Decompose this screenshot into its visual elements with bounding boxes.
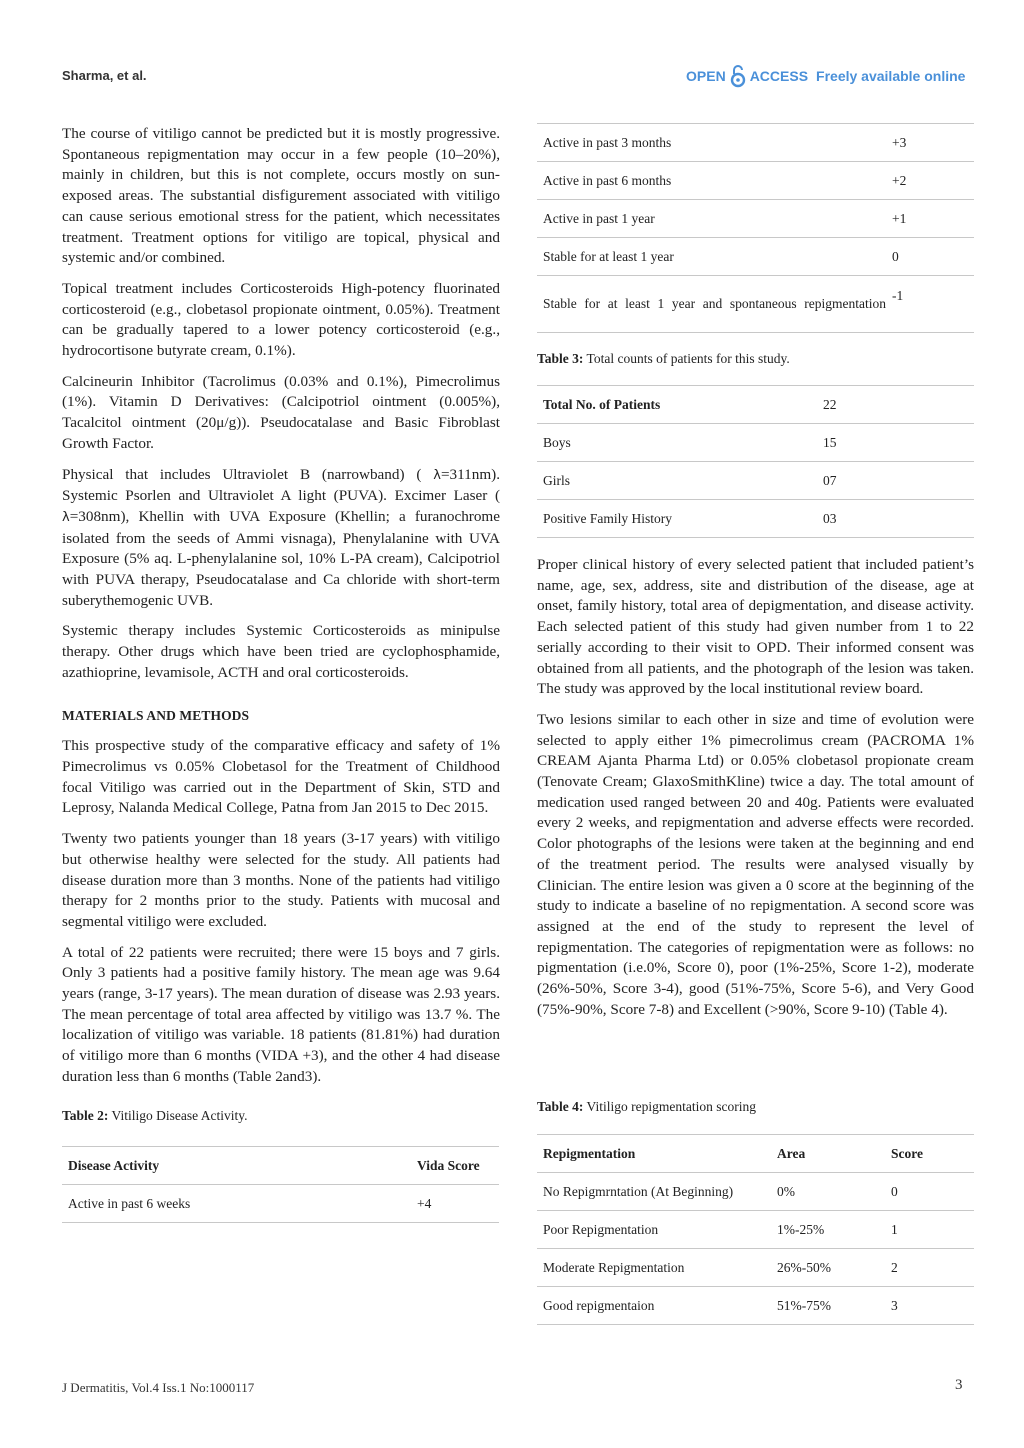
table4-title: Vitiligo repigmentation scoring — [586, 1099, 756, 1114]
table-cell: +1 — [886, 200, 974, 238]
table-cell: Girls — [537, 462, 817, 500]
right-column-text — [537, 555, 974, 1030]
paragraph-systemic: Systemic therapy includes Systemic Corticosteroids as minipulse therapy. Other drugs which have been tried are cyclophosphamide, azathioprine, levamisole, ACTH and oral corticosteroids. — [62, 622, 500, 681]
table-cell: Stable for at least 1 year and spontaneous repigmentation — [537, 276, 886, 333]
table-row — [62, 1185, 499, 1223]
table-cell: Active in past 6 weeks — [62, 1185, 411, 1223]
table-cell: Boys — [537, 424, 817, 462]
table-row — [537, 238, 974, 276]
paragraph-patients: Twenty two patients younger than 18 years (3-17 years) with vitiligo but otherwise healthy were selected for the study. All patients had disease duration more than 3 months. None of the patients had vitiligo therapy for 2 months prior to the study. Patients with mucosal and segmental vitiligo were excluded. — [62, 830, 500, 930]
table-cell: No Repigmrntation (At Beginning) — [537, 1173, 771, 1211]
table-cell: 51%-75% — [771, 1287, 885, 1325]
paragraph-clinical-history: Proper clinical history of every selected patient that included patient’s name, age, sex, address, site and distribution of the disease, age at onset, family history, total area of depigmentation, and disease activity. Each selected patient of this study had given number from 1 to 22 serially according to their visit to OPD. Their informed consent was obtained from all patients, and the photograph of the lesion was taken. The study was approved by the local institutional review board. — [537, 556, 974, 698]
table-row — [537, 162, 974, 200]
table-cell: Active in past 6 months — [537, 162, 886, 200]
table-row — [537, 124, 974, 162]
table3-caption — [537, 351, 790, 367]
paragraph-lesions: Two lesions similar to each other in size and time of evolution were selected to apply either 1% pimecrolimus cream (PACROMA 1% CREAM Ajanta Pharma Ltd) or 0.05% clobetasol propionate cream (Tenovate Cream; GlaxoSmithKline) twice a day. The total amount of medication used ranged between 20 and 40g. Patients were evaluated every 2 weeks, and repigmentation and adverse effects were recorded. Color photographs of the lesions were taken at the beginning and end of the treatment period. The results were analysed visually by Clinician. The entire lesion was given a 0 score at the beginning of the study to indicate a baseline of no repigmentation. A second score was assigned at the end of the study to represent the level of repigmentation. The categories of repigmentation were as follows: no pigmentation (i.e.0%, Score 0), poor (1%-25%, Score 1-2), moderate (26%-50%, Score 3-4), good (51%-75%, Score 5-6), and Very Good (75%-90%, Score 7-8) and Excellent (>90%, Score 9-10) (Table 4). — [537, 710, 974, 1018]
running-author: Sharma, et al. — [62, 68, 147, 83]
table-cell: Active in past 3 months — [537, 124, 886, 162]
table-header-cell: Score — [885, 1135, 974, 1173]
table-cell: 0% — [771, 1173, 885, 1211]
table-cell: +3 — [886, 124, 974, 162]
table-cell: 0 — [885, 1173, 974, 1211]
paragraph-study-design: This prospective study of the comparative efficacy and safety of 1% Pimecrolimus vs 0.05% Clobetasol for the Treatment of Childhood focal Vitiligo was carried out in the Department of Skin, STD and Leprosy, Nalanda Medical College, Patna from Jan 2015 to Dec 2015. — [62, 737, 500, 817]
table-row — [537, 500, 974, 538]
left-column — [62, 124, 500, 1223]
table-cell: Good repigmentaion — [537, 1287, 771, 1325]
table-cell: +2 — [886, 162, 974, 200]
freely-available-label: Freely available online — [816, 68, 966, 84]
table-cell: Moderate Repigmentation — [537, 1249, 771, 1287]
lambda-symbol: λ — [433, 467, 441, 483]
page-number: 3 — [955, 1377, 963, 1393]
table-header-cell: Disease Activity — [62, 1147, 411, 1185]
section-heading-materials-methods: MATERIALS AND METHODS — [62, 707, 250, 723]
table-cell: 1%-25% — [771, 1211, 885, 1249]
table2-caption — [62, 1106, 500, 1127]
table-cell: 15 — [817, 424, 974, 462]
table-header-cell: Area — [771, 1135, 885, 1173]
table2-label: Table 2: — [62, 1107, 109, 1123]
open-access-badge — [686, 64, 965, 88]
table-cell: 22 — [817, 386, 974, 424]
table4-caption — [537, 1099, 756, 1115]
table-header-row — [537, 1135, 974, 1173]
lambda-symbol: λ — [62, 509, 70, 525]
table4 — [537, 1134, 974, 1325]
table-cell: Total No. of Patients — [537, 386, 817, 424]
paragraph-calcineurin: Calcineurin Inhibitor (Tacrolimus (0.03% and 0.1%), Pimecrolimus (1%). Vitamin D Derivatives: (Calcipotriol ointment (0.005%), Tacalcitol ointment (20μ/g)). Pseudocatalase and Basic Fibroblast Growth Factor. — [62, 372, 500, 452]
table-row — [537, 462, 974, 500]
access-label: ACCESS — [749, 68, 809, 84]
table-cell: -1 — [886, 276, 974, 333]
table-row — [537, 424, 974, 462]
table-row — [537, 1173, 974, 1211]
table3 — [537, 385, 974, 538]
table-cell: Poor Repigmentation — [537, 1211, 771, 1249]
table-cell: 07 — [817, 462, 974, 500]
table-row — [537, 1249, 974, 1287]
table2-title: Vitiligo Disease Activity. — [111, 1107, 248, 1123]
paragraph-course: The course of vitiligo cannot be predicted but it is mostly progressive. Spontaneous repigmentation may occur in a few people (10–20%), mainly in children, but this is not complete, occurs mostly on sun-exposed areas. The substantial disfigurement associated with vitiligo can cause serious emotional stress for the patient, which necessitates treatment. Treatment options for vitiligo are topical, physical and systemic and/or combined. — [62, 125, 500, 267]
table-cell: Stable for at least 1 year — [537, 238, 886, 276]
table-row — [537, 1287, 974, 1325]
table-row — [537, 200, 974, 238]
physical-text-b: =311nm). Systemic Psorlen and Ultraviolet A light (PUVA). Excimer Laser ( — [62, 465, 501, 505]
paragraph-physical — [62, 465, 500, 612]
table-header-cell: Repigmentation — [537, 1135, 771, 1173]
table-cell: 26%-50% — [771, 1249, 885, 1287]
table3-label: Table 3: — [537, 351, 584, 366]
physical-text-c: =308nm), Khellin with UVA Exposure (Khellin; a furanochrome isolated from the seeds of Ammi visnaga), Phenylalanine with UVA Exposure (5% aq. L-phenylalanine sol, 10% L-PA cream), Calcipotriol with PUVA therapy, Pseudocatalase and Ca chloride with short-term suberythemogenic UVB. — [62, 507, 500, 609]
table4-label: Table 4: — [537, 1099, 584, 1114]
table-cell: Active in past 1 year — [537, 200, 886, 238]
table-row — [537, 386, 974, 424]
table-row — [537, 1211, 974, 1249]
journal-citation: J Dermatitis, Vol.4 Iss.1 No:1000117 — [62, 1380, 255, 1395]
paragraph-topical: Topical treatment includes Corticosteroids High-potency fluorinated corticosteroid (e.g., clobetasol propionate ointment, 0.05%). Treatment can be gradually tapered to a lower potency corticosteroid (e.g., hydrocortisone butyrate cream, 0.1%). — [62, 279, 500, 360]
table-cell: 1 — [885, 1211, 974, 1249]
table-cell: 03 — [817, 500, 974, 538]
physical-text-a: Physical that includes Ultraviolet B (narrowband) ( — [62, 465, 422, 483]
table2-continued — [537, 123, 974, 333]
open-label: OPEN — [686, 68, 726, 84]
table-cell: 0 — [886, 238, 974, 276]
table3-title: Total counts of patients for this study. — [586, 351, 790, 366]
open-lock-icon — [730, 64, 746, 88]
paragraph-recruitment: A total of 22 patients were recruited; there were 15 boys and 7 girls. Only 3 patients had a positive family history. The mean age was 9.64 years (range, 3-17 years). The mean duration of disease was 2.93 years. The mean percentage of total area affected by vitiligo was 13.7 %. The localization of vitiligo was variable. 18 patients (81.81%) had duration of vitiligo more than 6 months (VIDA +3), and the other 4 had disease duration less than 6 months (Table 2and3). — [62, 943, 500, 1085]
table-row — [537, 276, 974, 333]
table-cell: +4 — [411, 1185, 499, 1223]
table-header-row — [62, 1147, 499, 1185]
table-cell: 3 — [885, 1287, 974, 1325]
table2 — [62, 1146, 499, 1223]
table-header-cell: Vida Score — [411, 1147, 499, 1185]
table-cell: Positive Family History — [537, 500, 817, 538]
table-cell: 2 — [885, 1249, 974, 1287]
